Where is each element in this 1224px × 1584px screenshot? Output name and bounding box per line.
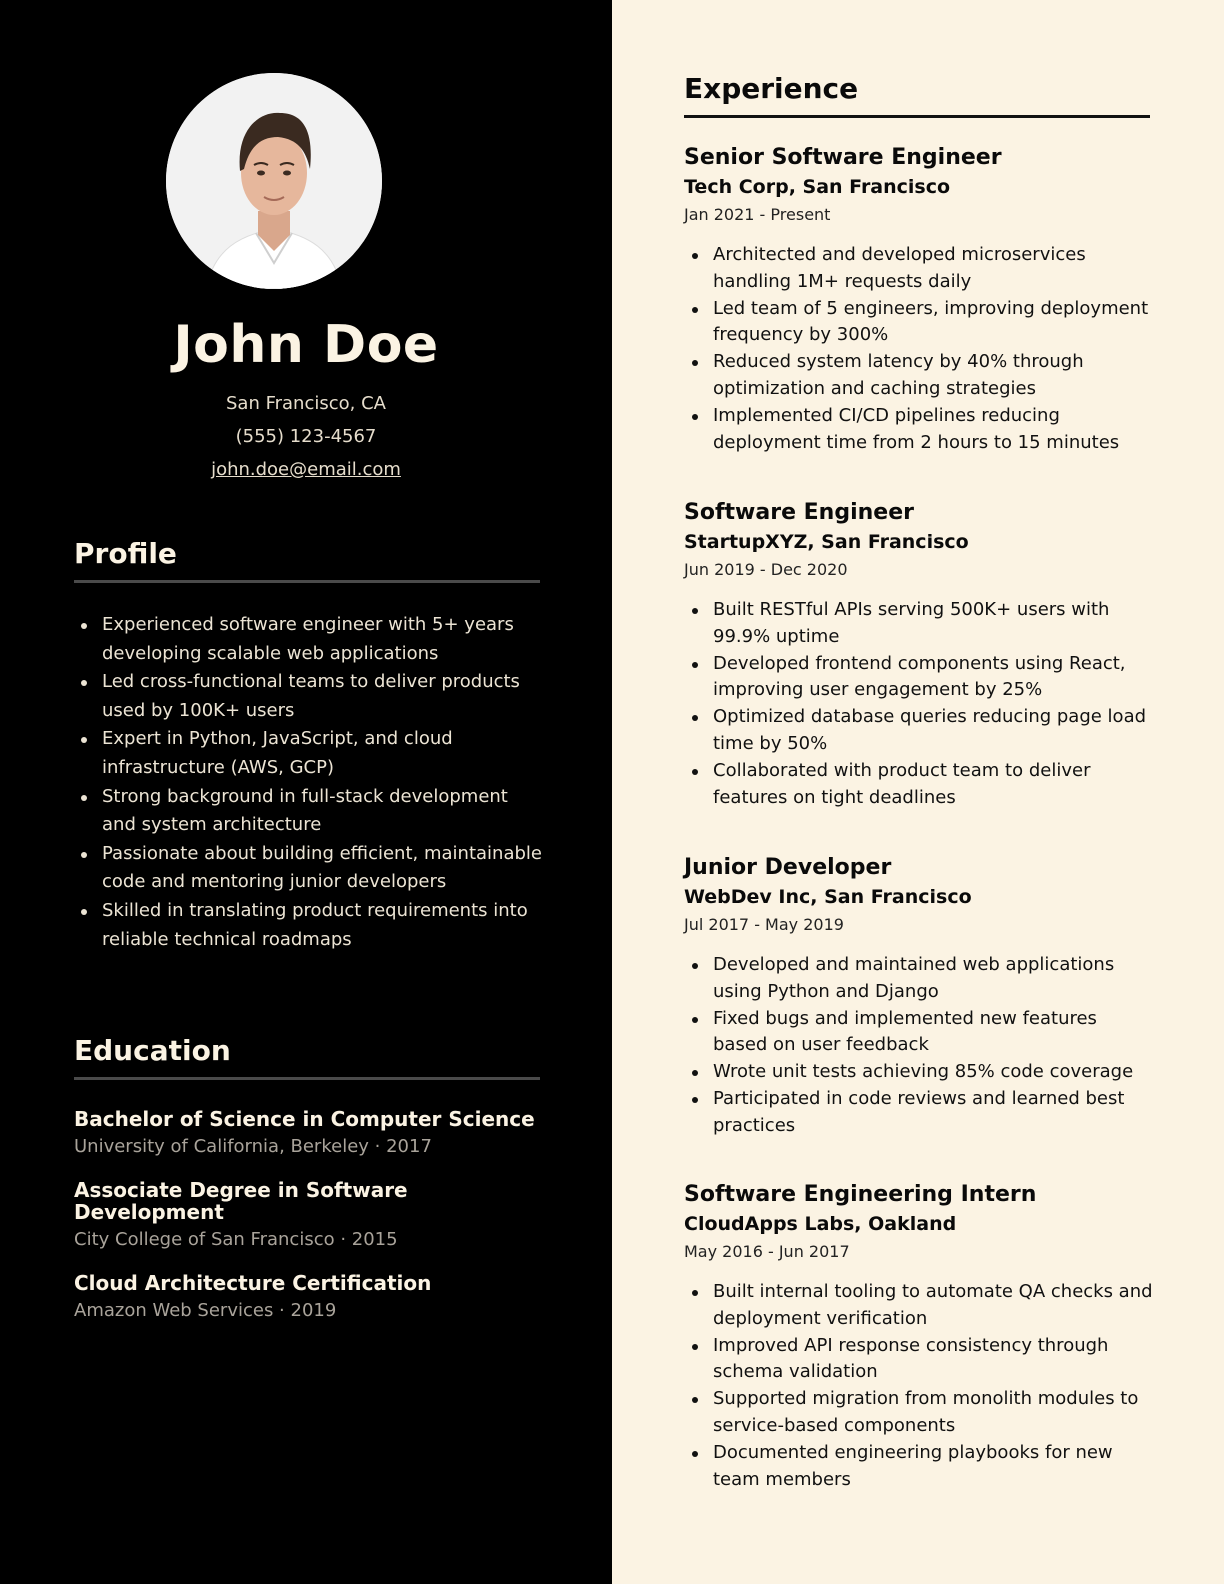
profile-item: Passionate about building efficient, maintainable code and mentoring junior developers bbox=[74, 840, 544, 897]
job-title: Software Engineering Intern bbox=[684, 1182, 1037, 1207]
job-bullet: Built internal tooling to automate QA checks and deployment verification bbox=[684, 1279, 1154, 1333]
job-title: Software Engineer bbox=[684, 500, 914, 525]
education-item bbox=[74, 1179, 544, 1250]
job-bullet: Developed and maintained web applications using Python and Django bbox=[684, 952, 1154, 1006]
job-bullet: Participated in code reviews and learned best practices bbox=[684, 1086, 1154, 1140]
job-bullet: Documented engineering playbooks for new team members bbox=[684, 1440, 1154, 1494]
experience-heading: Experience bbox=[684, 72, 1150, 118]
job-bullet: Built RESTful APIs serving 500K+ users with 99.9% uptime bbox=[684, 597, 1154, 651]
job-bullets bbox=[684, 1279, 1154, 1493]
education-item bbox=[74, 1272, 544, 1321]
profile-photo bbox=[166, 73, 382, 289]
job-dates: Jul 2017 - May 2019 bbox=[684, 915, 844, 934]
job-entry bbox=[684, 1182, 1164, 1493]
job-title: Junior Developer bbox=[684, 855, 892, 880]
profile-item: Skilled in translating product requirements into reliable technical roadmaps bbox=[74, 897, 544, 954]
job-bullets bbox=[684, 242, 1154, 456]
job-bullets bbox=[684, 952, 1154, 1140]
job-title: Senior Software Engineer bbox=[684, 145, 1002, 170]
education-item bbox=[74, 1108, 544, 1157]
education-meta: University of California, Berkeley · 2017 bbox=[74, 1136, 432, 1157]
education-heading: Education bbox=[74, 1034, 540, 1080]
education-meta: City College of San Francisco · 2015 bbox=[74, 1229, 398, 1250]
job-dates: Jun 2019 - Dec 2020 bbox=[684, 560, 848, 579]
profile-heading: Profile bbox=[74, 537, 540, 583]
job-bullet: Supported migration from monolith modules to service-based components bbox=[684, 1386, 1154, 1440]
email-link[interactable]: john.doe@email.com bbox=[211, 459, 401, 480]
job-entry bbox=[684, 500, 1164, 811]
education-degree: Bachelor of Science in Computer Science bbox=[74, 1107, 535, 1131]
job-company: StartupXYZ, San Francisco bbox=[684, 531, 969, 553]
location-text: San Francisco, CA bbox=[226, 393, 386, 414]
job-bullet: Reduced system latency by 40% through optimization and caching strategies bbox=[684, 349, 1154, 403]
job-entry bbox=[684, 145, 1164, 456]
profile-item: Led cross-functional teams to deliver products used by 100K+ users bbox=[74, 668, 544, 725]
job-company: WebDev Inc, San Francisco bbox=[684, 886, 972, 908]
education-meta: Amazon Web Services · 2019 bbox=[74, 1300, 337, 1321]
profile-list bbox=[74, 611, 544, 954]
profile-item: Expert in Python, JavaScript, and cloud infrastructure (AWS, GCP) bbox=[74, 725, 544, 782]
job-bullet: Architected and developed microservices handling 1M+ requests daily bbox=[684, 242, 1154, 296]
job-company: Tech Corp, San Francisco bbox=[684, 176, 951, 198]
person-avatar-icon bbox=[166, 73, 382, 289]
job-company: CloudApps Labs, Oakland bbox=[684, 1213, 957, 1235]
job-entry bbox=[684, 855, 1164, 1140]
job-bullets bbox=[684, 597, 1154, 811]
job-bullet: Collaborated with product team to deliver features on tight deadlines bbox=[684, 758, 1154, 812]
job-bullet: Wrote unit tests achieving 85% code coverage bbox=[684, 1059, 1154, 1086]
profile-item: Strong background in full-stack development and system architecture bbox=[74, 783, 544, 840]
job-bullet: Optimized database queries reducing page load time by 50% bbox=[684, 704, 1154, 758]
education-degree: Cloud Architecture Certification bbox=[74, 1271, 432, 1295]
education-degree: Associate Degree in Software Development bbox=[74, 1178, 408, 1224]
job-bullet: Led team of 5 engineers, improving deployment frequency by 300% bbox=[684, 296, 1154, 350]
job-bullet: Improved API response consistency through schema validation bbox=[684, 1333, 1154, 1387]
job-bullet: Developed frontend components using React, improving user engagement by 25% bbox=[684, 651, 1154, 705]
profile-item: Experienced software engineer with 5+ years developing scalable web applications bbox=[74, 611, 544, 668]
job-bullet: Fixed bugs and implemented new features based on user feedback bbox=[684, 1006, 1154, 1060]
candidate-name: John Doe bbox=[173, 315, 439, 375]
job-dates: May 2016 - Jun 2017 bbox=[684, 1242, 850, 1261]
phone-text: (555) 123-4567 bbox=[235, 426, 377, 447]
job-dates: Jan 2021 - Present bbox=[684, 205, 831, 224]
job-bullet: Implemented CI/CD pipelines reducing deployment time from 2 hours to 15 minutes bbox=[684, 403, 1154, 457]
